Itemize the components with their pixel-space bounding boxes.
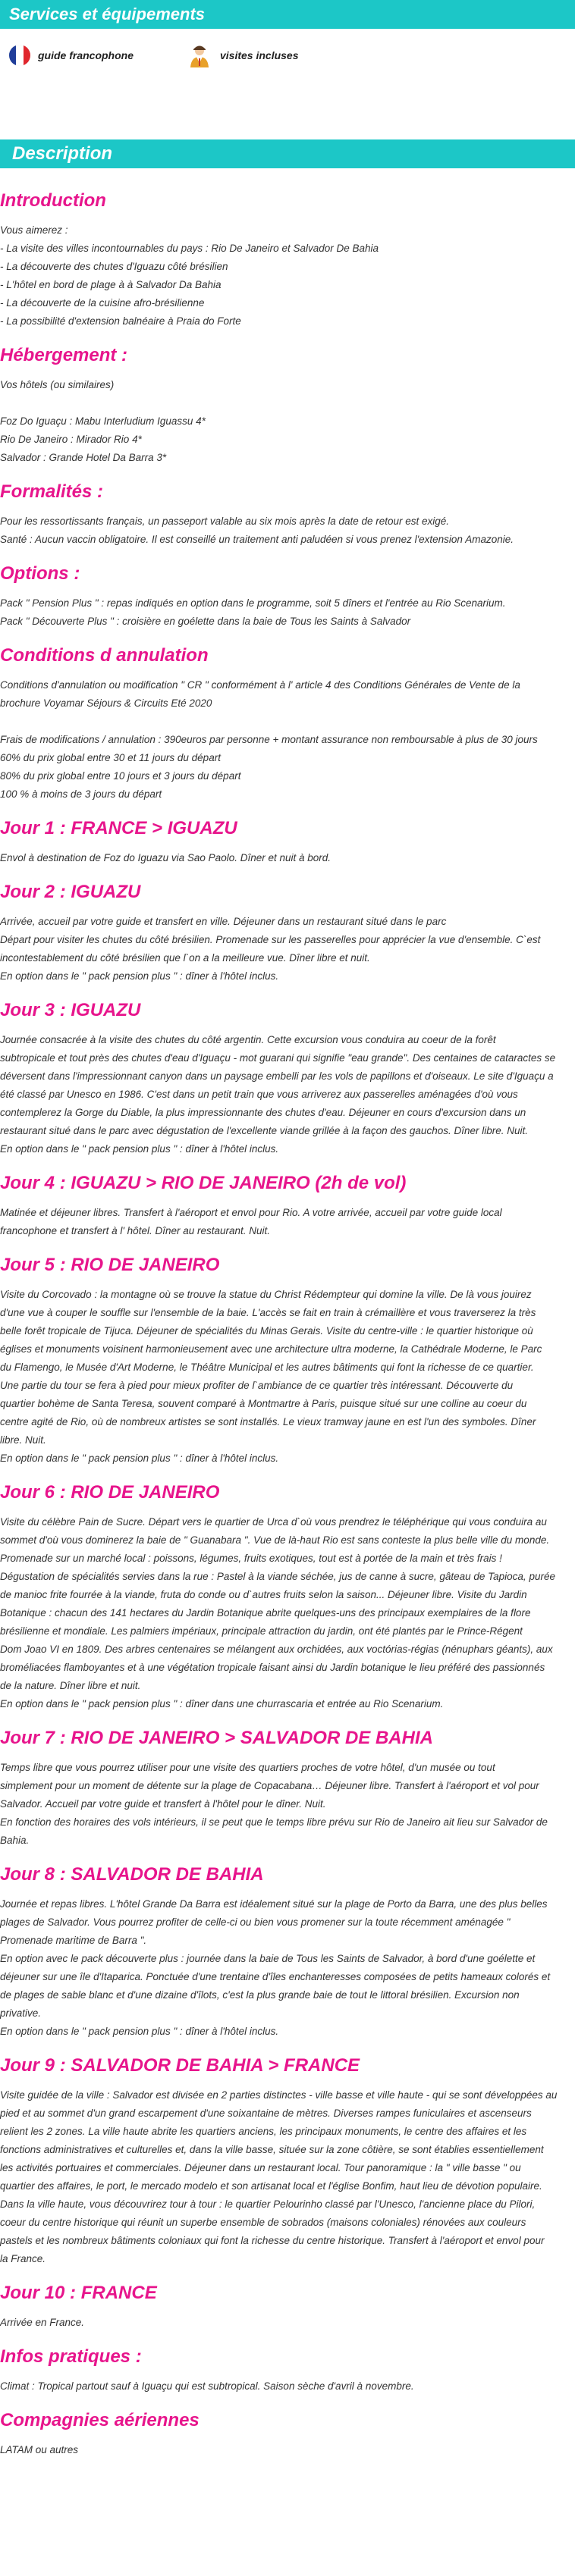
section-heading: Jour 7 : RIO DE JANEIRO > SALVADOR DE BAHIA — [0, 1728, 433, 1748]
text-line: contemplerez la Gorge du Diable, la plus impressionnante des chutes d'eau. Déjeuner en cours d'excursion dans un — [0, 1107, 526, 1118]
text-line: libre. Nuit. — [0, 1434, 46, 1446]
text-line: de plages de sable blanc et d'une dizaine d'îlots, c'est la plus grande baie de tout le littoral brésilien. Excursion non — [0, 1989, 520, 2001]
text-line: Visite du célèbre Pain de Sucre. Départ vers le quartier de Urca d`où vous prendrez le téléphérique qui vous conduira au — [0, 1516, 547, 1528]
text-line: Journée consacrée à la visite des chutes du côté argentin. Cette excursion vous conduira au coeur de la forêt — [0, 1034, 496, 1045]
section-jour-9 — [0, 2054, 575, 2268]
section-heading: Jour 9 : SALVADOR DE BAHIA > FRANCE — [0, 2055, 360, 2076]
section-heading: Jour 1 : FRANCE > IGUAZU — [0, 818, 237, 838]
text-line: Botanique : chacun des 141 hectares du Jardin Botanique abrite quelques-uns des principaux exemplaires de la flore — [0, 1607, 531, 1619]
blank-line — [0, 713, 570, 731]
text-line: Bahia. — [0, 1835, 30, 1846]
text-line: En option dans le " pack pension plus " : dîner à l'hôtel inclus. — [0, 1453, 279, 1464]
text-line: Arrivée en France. — [0, 2317, 85, 2328]
section-heading: Jour 3 : IGUAZU — [0, 1000, 141, 1020]
section-body — [0, 2314, 570, 2332]
blank-line — [0, 394, 570, 412]
section-jour-5 — [0, 1254, 575, 1468]
section-body — [0, 512, 570, 549]
section-heading: Jour 4 : IGUAZU > RIO DE JANEIRO (2h de vol) — [0, 1173, 407, 1193]
section-body — [0, 1759, 570, 1850]
text-line: Pack " Découverte Plus " : croisière en goélette dans la baie de Tous les Saints à Salvador — [0, 616, 411, 627]
section-introduction — [0, 190, 575, 331]
text-line: - L'hôtel en bord de plage à à Salvador Da Bahia — [0, 279, 222, 290]
description-content — [0, 190, 575, 2459]
text-line: Dans la ville haute, vous découvrirez tour à tour : le quartier Pelourinho classé par l'Unesco, l'ancienne place du Pilori, — [0, 2198, 536, 2210]
text-line: - La découverte de la cuisine afro-brésilienne — [0, 297, 205, 309]
text-line: subtropicale et tout près des chutes d'eau d'Iguaçu - mot guarani qui signifie "eau grande". Des centaines de cataractes se — [0, 1052, 556, 1064]
text-line: - La visite des villes incontournables du pays : Rio De Janeiro et Salvador De Bahia — [0, 243, 379, 254]
section-compagnies-aeriennes — [0, 2409, 575, 2459]
text-line: été classé par Unesco en 1986. C'est dans un petit train que vous arriverez aux passerelles aménagées d'où vous — [0, 1089, 518, 1100]
text-line: 60% du prix global entre 30 et 11 jours du départ — [0, 752, 221, 763]
section-body — [0, 849, 570, 867]
text-line: francophone et transfert à l' hôtel. Dîner au restaurant. Nuit. — [0, 1225, 271, 1236]
text-line: églises et monuments voisinent harmonieusement avec une architecture ultra moderne, la Cathédrale Moderne, le Parc — [0, 1343, 542, 1355]
section-jour-8 — [0, 1863, 575, 2041]
section-jour-1 — [0, 817, 575, 867]
section-jour-2 — [0, 881, 575, 986]
section-heading: Infos pratiques : — [0, 2346, 142, 2367]
description-banner — [0, 139, 575, 168]
text-line: - La possibilité d'extension balnéaire à Praia do Forte — [0, 315, 241, 327]
section-body — [0, 1513, 570, 1713]
text-line: En fonction des horaires des vols intérieurs, il se peut que le temps libre prévu sur Rio de Janeiro ait lieu sur Salvador de — [0, 1816, 548, 1828]
section-body — [0, 594, 570, 631]
text-line: déjeuner sur une île d'Itaparica. Ponctuée d'une trentaine d'îles enchanteresses composées de petits hameaux colorés et — [0, 1971, 551, 1982]
text-line: plages de Salvador. Vous pourrez profiter de celle-ci ou bien vous promener sur la toute récemment aménagée " — [0, 1916, 511, 1928]
text-line: Pour les ressortissants français, un passeport valable au six mois après la date de retour est exigé. — [0, 516, 450, 527]
description-title: Description — [12, 143, 113, 164]
text-line: pastels et les nombreux bâtiments coloniaux qui font la richesse du centre historique. Transfert à l'aéroport et envol pour — [0, 2235, 545, 2246]
text-line: du Flamengo, le Musée d'Art Moderne, le Théâtre Municipal et les autres bâtiments qui font la richesse de ce quartier. — [0, 1362, 534, 1373]
text-line: Temps libre que vous pourrez utiliser pour une visite des quartiers proches de votre hôtel, d'un musée ou tout — [0, 1762, 495, 1773]
text-line: Conditions d'annulation ou modification " CR " conformément à l' article 4 des Conditions Générales de Vente de la — [0, 679, 520, 691]
section-jour-7 — [0, 1727, 575, 1850]
text-line: centre agité de Rio, où de nombreux artistes se sont installés. Le vieux tramway jaune en est l'un des symboles. Dîner — [0, 1416, 536, 1427]
text-line: fonctions administratives et culturelles et, dans la ville basse, située sur la zone côtière, se sont établies essentiellement — [0, 2144, 544, 2155]
text-line: de la nature. Dîner libre et nuit. — [0, 1680, 141, 1691]
section-heading: Jour 10 : FRANCE — [0, 2283, 157, 2303]
section-heading: Compagnies aériennes — [0, 2410, 200, 2430]
text-line: Salvador : Grande Hotel Da Barra 3* — [0, 452, 167, 463]
services-title: Services et équipements — [9, 5, 206, 24]
text-line: Visite du Corcovado : la montagne où se trouve la statue du Christ Rédempteur qui domine la ville. De là vous jouirez — [0, 1289, 532, 1300]
section-heading: Options : — [0, 563, 80, 584]
text-line: Vos hôtels (ou similaires) — [0, 379, 115, 390]
section-body — [0, 913, 570, 986]
text-line: En option dans le " pack pension plus " : dîner dans une churrascaria et entrée au Rio Scenarium. — [0, 1698, 444, 1709]
text-line: Climat : Tropical partout sauf à Iguaçu qui est subtropical. Saison sèche d'avril à novembre. — [0, 2380, 414, 2392]
section-body — [0, 1895, 570, 2041]
section-body — [0, 376, 570, 467]
text-line: En option dans le " pack pension plus " : dîner à l'hôtel inclus. — [0, 2026, 279, 2037]
text-line: pied et au sommet d'un grand escarpement d'une soixantaine de mètres. Diverses rampes funiculaires et ascenseurs — [0, 2107, 532, 2119]
tour-guide-icon — [187, 42, 212, 68]
section-heading: Jour 8 : SALVADOR DE BAHIA — [0, 1864, 264, 1885]
text-line: Envol à destination de Foz do Iguazu via Sao Paolo. Dîner et nuit à bord. — [0, 852, 331, 863]
text-line: Arrivée, accueil par votre guide et transfert en ville. Déjeuner dans un restaurant situé dans le parc — [0, 916, 447, 927]
text-line: Frais de modifications / annulation : 390euros par personne + montant assurance non remboursable à plus de 30 jours — [0, 734, 538, 745]
text-line: la France. — [0, 2253, 46, 2264]
text-line: Vous aimerez : — [0, 224, 68, 236]
section-infos-pratiques — [0, 2346, 575, 2396]
text-line: relient les 2 zones. La ville haute abrite les quartiers anciens, les principaux monuments, le centre des affaires et les — [0, 2126, 527, 2137]
text-line: En option avec le pack découverte plus : journée dans la baie de Tous les Saints de Salvador, à bord d'une goélette et — [0, 1953, 536, 1964]
section-body — [0, 2086, 570, 2268]
service-guide-francophone — [9, 45, 134, 66]
text-line: Une partie du tour se fera à pied pour mieux profiter de l`ambiance de ce quartier très intéressant. Découverte du — [0, 1380, 514, 1391]
section-heading: Jour 2 : IGUAZU — [0, 882, 141, 902]
text-line: 80% du prix global entre 10 jours et 3 jours du départ — [0, 770, 241, 782]
text-line: de manioc frite fourrée à la viande, fruta do conde ou d`autres fruits selon la saison... Déjeuner libre. Visite du Jardin — [0, 1589, 527, 1600]
text-line: Visite guidée de la ville : Salvador est divisée en 2 parties distinctes - ville basse et ville haute - qui se sont développées au — [0, 2089, 558, 2101]
text-line: Promenade sur un marché local : poissons, légumes, fruits exotiques, tout est à portée de la main et très frais ! — [0, 1553, 502, 1564]
text-line: quartier des affaires, le port, le mercado modelo et son artisanat local et l'église Bonfim, haut lieu de dévotion populaire. — [0, 2180, 542, 2192]
section-options — [0, 563, 575, 631]
text-line: LATAM ou autres — [0, 2444, 79, 2455]
section-body — [0, 2377, 570, 2396]
text-line: Pack " Pension Plus " : repas indiqués en option dans le programme, soit 5 dîners et l'entrée au Rio Scenarium. — [0, 597, 506, 609]
text-line: En option dans le " pack pension plus " : dîner à l'hôtel inclus. — [0, 970, 279, 982]
section-jour-4 — [0, 1172, 575, 1240]
text-line: privative. — [0, 2007, 42, 2019]
text-line: Santé : Aucun vaccin obligatoire. Il est conseillé un traitement anti paludéen si vous prenez l'extension Amazonie. — [0, 534, 514, 545]
section-heading: Conditions d annulation — [0, 645, 209, 666]
section-formalites — [0, 481, 575, 549]
text-line: Promenade maritime de Barra ". — [0, 1935, 147, 1946]
section-jour-6 — [0, 1481, 575, 1713]
text-line: Matinée et déjeuner libres. Transfert à l'aéroport et envol pour Rio. A votre arrivée, accueil par votre guide local — [0, 1207, 502, 1218]
section-body — [0, 2441, 570, 2459]
section-body — [0, 1031, 570, 1158]
text-line: incontestablement du côté brésilien que l`on a la meilleure vue. Dîner libre et nuit. — [0, 952, 370, 964]
section-heading: Jour 5 : RIO DE JANEIRO — [0, 1255, 220, 1275]
text-line: Dégustation de spécialités servies dans la rue : Pastel à la viande séchée, jus de canne à sucre, gâteau de Tapioca, purée — [0, 1571, 555, 1582]
section-body — [0, 221, 570, 331]
text-line: brochure Voyamar Séjours & Circuits Eté 2020 — [0, 697, 212, 709]
section-body — [0, 1286, 570, 1468]
section-body — [0, 676, 570, 804]
text-line: quartier bohème de Santa Teresa, souvent comparé à Montmartre à Paris, puisque situé sur une colline au coeur du — [0, 1398, 527, 1409]
service-visites-incluses — [187, 42, 299, 68]
text-line: brésilienne et mondiale. Les palmiers impériaux, principale attraction du jardin, ont été plantés par le Prince-Régent — [0, 1625, 523, 1637]
section-heading: Jour 6 : RIO DE JANEIRO — [0, 1482, 220, 1503]
french-flag-icon — [9, 45, 30, 66]
text-line: Journée et repas libres. L'hôtel Grande Da Barra est idéalement situé sur la plage de Porto da Barra, une des plus belles — [0, 1898, 548, 1910]
text-line: Rio De Janeiro : Mirador Rio 4* — [0, 434, 142, 445]
service-label: guide francophone — [38, 49, 134, 61]
text-line: restaurant situé dans le parc avec dégustation de l'excellente viande grillée à la façon des gauchos. Dîner libre. Nuit. — [0, 1125, 528, 1136]
section-jour-10 — [0, 2282, 575, 2332]
text-line: Foz Do Iguaçu : Mabu Interludium Iguassu 4* — [0, 415, 206, 427]
text-line: - La découverte des chutes d'Iguazu côté brésilien — [0, 261, 228, 272]
text-line: déversent dans l'impressionnant canyon dans un paysage embelli par les vols de papillons et d'oiseaux. Le site d'Iguaçu a — [0, 1070, 554, 1082]
text-line: simplement pour un moment de détente sur la plage de Copacabana… Déjeuner libre. Transfert à l'aéroport et vol pour — [0, 1780, 539, 1791]
text-line: d'une vue à couper le souffle sur l'ensemble de la baie. L'accès se fait en train à crémaillère et vous traverserez la très — [0, 1307, 536, 1318]
services-row — [0, 29, 575, 82]
section-jour-3 — [0, 999, 575, 1158]
section-heading: Formalités : — [0, 481, 104, 502]
text-line: les activités portuaires et commerciales. Déjeuner dans un restaurant local. Tour panoramique : la " ville basse " ou — [0, 2162, 521, 2173]
section-conditions-annulation — [0, 644, 575, 804]
text-line: 100 % à moins de 3 jours du départ — [0, 788, 162, 800]
section-heading: Introduction — [0, 190, 106, 211]
text-line: sommet d'où vous dominerez la baie de " Guanabara ". Vue de là-haut Rio est sans conteste la plus belle ville du monde. — [0, 1534, 550, 1546]
section-body — [0, 1204, 570, 1240]
text-line: broméliacées flamboyantes et à une végétation tropicale faisant ainsi du Jardin botanique le lieu préféré des passionnés — [0, 1662, 545, 1673]
service-label: visites incluses — [220, 49, 299, 61]
text-line: Départ pour visiter les chutes du côté brésilien. Promenade sur les passerelles pour apprécier la vue d'ensemble. C`est — [0, 934, 541, 945]
text-line: coeur du centre historique qui réunit un superbe ensemble de sobrados (maisons coloniales) rénovées aux couleurs — [0, 2217, 526, 2228]
services-banner — [0, 0, 575, 29]
text-line: Salvador. Accueil par votre guide et transfert à l'hôtel pour le dîner. Nuit. — [0, 1798, 326, 1810]
section-heading: Hébergement : — [0, 345, 128, 365]
text-line: Dom Joao VI en 1809. Des arbres centenaires se mélangent aux orchidées, aux voctórias-régias (nénuphars géants), aux — [0, 1644, 553, 1655]
text-line: belle forêt tropicale de Tijuca. Déjeuner de spécialités du Minas Gerais. Visite du centre-ville : le quartier historique où — [0, 1325, 533, 1337]
section-hebergement — [0, 344, 575, 467]
text-line: En option dans le " pack pension plus " : dîner à l'hôtel inclus. — [0, 1143, 279, 1155]
